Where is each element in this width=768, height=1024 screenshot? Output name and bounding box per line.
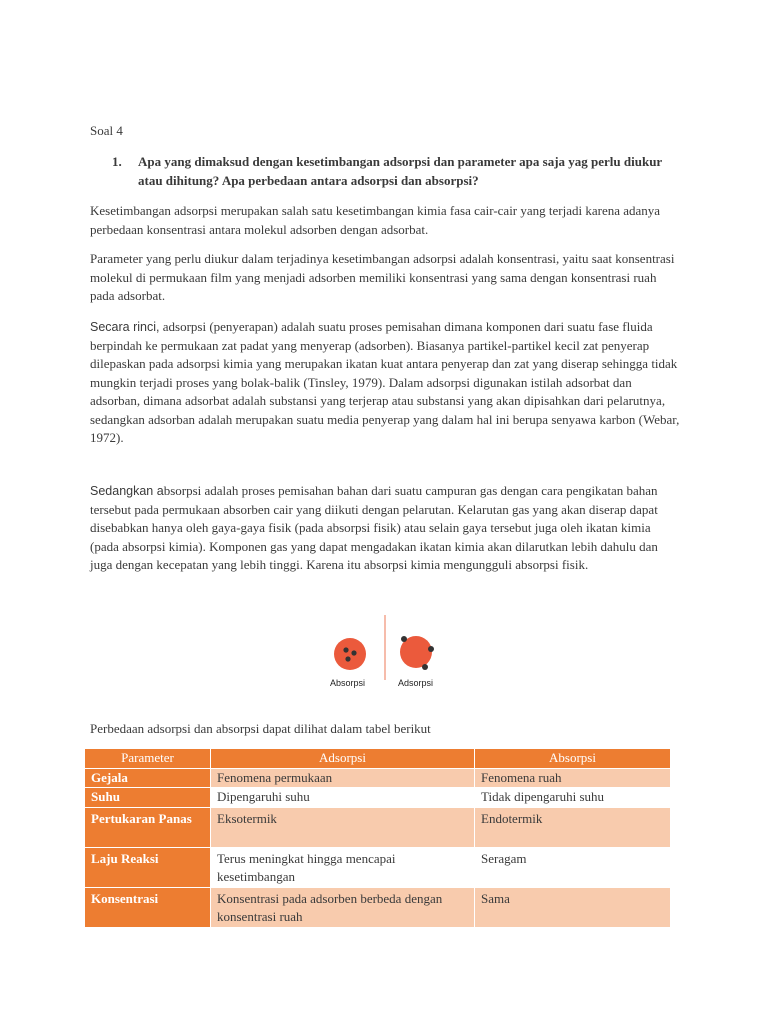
row-adsorpsi: Dipengaruhi suhu: [211, 788, 475, 808]
row-parameter: Pertukaran Panas: [85, 807, 211, 847]
row-adsorpsi: Fenomena permukaan: [211, 768, 475, 788]
table-row: [85, 847, 671, 887]
section-heading: Soal 4: [90, 123, 123, 138]
paragraph-adsorpsi-lead: Secara rinci,: [90, 320, 160, 334]
header-adsorpsi: Adsorpsi: [211, 749, 475, 769]
paragraph-adsorpsi: [90, 318, 680, 448]
row-adsorpsi: Eksotermik: [211, 807, 475, 847]
question-text: Apa yang dimaksud dengan kesetimbangan adsorpsi dan parameter apa saja yag perlu diukur atau dihitung? Apa perbedaan antara adsorpsi dan absorpsi?: [138, 154, 662, 188]
paragraph-absorpsi: [90, 482, 680, 575]
row-parameter: Gejala: [85, 768, 211, 788]
question-number: 1.: [112, 154, 122, 169]
row-absorpsi: Seragam: [475, 847, 671, 887]
table-row: [85, 788, 671, 808]
paragraph-definition: Kesetimbangan adsorpsi merupakan salah satu kesetimbangan kimia fasa cair-cair yang terjadi karena adanya perbedaan konsentrasi antara molekul adsorben dengan adsorbat.: [90, 203, 661, 237]
absorption-adsorption-figure: [320, 610, 450, 692]
paragraph-absorpsi-lead: Sedangkan a: [90, 484, 164, 498]
absorpsi-particle: [343, 647, 348, 652]
header-parameter: Parameter: [85, 749, 211, 769]
paragraph-parameter: Parameter yang perlu diukur dalam terjadinya kesetimbangan adsorpsi adalah konsentrasi, yaitu saat konsentrasi molekul di permukaan film yang menjadi adsorben memiliki konsentrasi yang sama dengan konsentrasi ruah pada adsorbat.: [90, 251, 675, 303]
paragraph-absorpsi-body: bsorpsi adalah proses pemisahan bahan dari suatu campuran gas dengan cara pengikatan bahan tersebut pada permukaan absorben cair yang diikuti dengan pelarutan. Kelarutan gas yang akan diserap dapat disebabkan hanya oleh gaya-gaya fisik (pada absorpsi fisik) atau selain gaya tersebut juga oleh ikatan kimia (pada absorpsi kimia). Komponen gas yang dapat mengadakan ikatan kimia akan dilarutkan lebih dahulu dan juga dengan kecepatan yang lebih tinggi. Karena itu absorpsi kimia mengungguli absorpsi fisik.: [90, 483, 658, 572]
table-row: [85, 768, 671, 788]
table-intro: Perbedaan adsorpsi dan absorpsi dapat dilihat dalam tabel berikut: [90, 721, 431, 736]
row-absorpsi: Fenomena ruah: [475, 768, 671, 788]
adsorpsi-particle: [401, 636, 407, 642]
row-parameter: Konsentrasi: [85, 887, 211, 927]
absorpsi-particle: [351, 650, 356, 655]
row-adsorpsi: Terus meningkat hingga mencapai kesetimbangan: [211, 847, 475, 887]
adsorpsi-label: Adsorpsi: [398, 678, 434, 688]
row-adsorpsi: Konsentrasi pada adsorben berbeda dengan konsentrasi ruah: [211, 887, 475, 927]
row-absorpsi: Sama: [475, 887, 671, 927]
row-absorpsi: Endotermik: [475, 807, 671, 847]
row-parameter: Laju Reaksi: [85, 847, 211, 887]
absorpsi-sphere: [334, 638, 366, 670]
comparison-table: [84, 748, 671, 928]
row-absorpsi: Tidak dipengaruhi suhu: [475, 788, 671, 808]
row-parameter: Suhu: [85, 788, 211, 808]
absorpsi-label: Absorpsi: [330, 678, 366, 688]
question-item: [112, 152, 672, 190]
paragraph-adsorpsi-body: adsorpsi (penyerapan) adalah suatu proses pemisahan dimana komponen dari suatu fase fluida berpindah ke permukaan zat padat yang menyerap (adsorben). Biasanya partikel-partikel kecil zat penyerap dilepaskan pada adsorpsi kimia yang merupakan ikatan kuat antara penyerap dan zat yang diserap sehingga tidak mungkin terjadi proses yang bolak-balik (Tinsley, 1979). Dalam adsorpsi digunakan istilah adsorbat dan adsorban, dimana adsorbat adalah substansi yang terjerap atau substansi yang akan dipisahkan dari pelarutnya, sedangkan adsorban adalah merupakan suatu media penyerap yang dalam hal ini berupa senyawa karbon (Webar, 1972).: [90, 319, 680, 445]
table-row: [85, 887, 671, 927]
adsorpsi-particle: [428, 646, 434, 652]
absorpsi-particle: [345, 656, 350, 661]
figure-illustration: [320, 610, 450, 680]
table-row: [85, 807, 671, 847]
header-absorpsi: Absorpsi: [475, 749, 671, 769]
adsorpsi-particle: [422, 664, 428, 670]
table-header-row: [85, 749, 671, 769]
